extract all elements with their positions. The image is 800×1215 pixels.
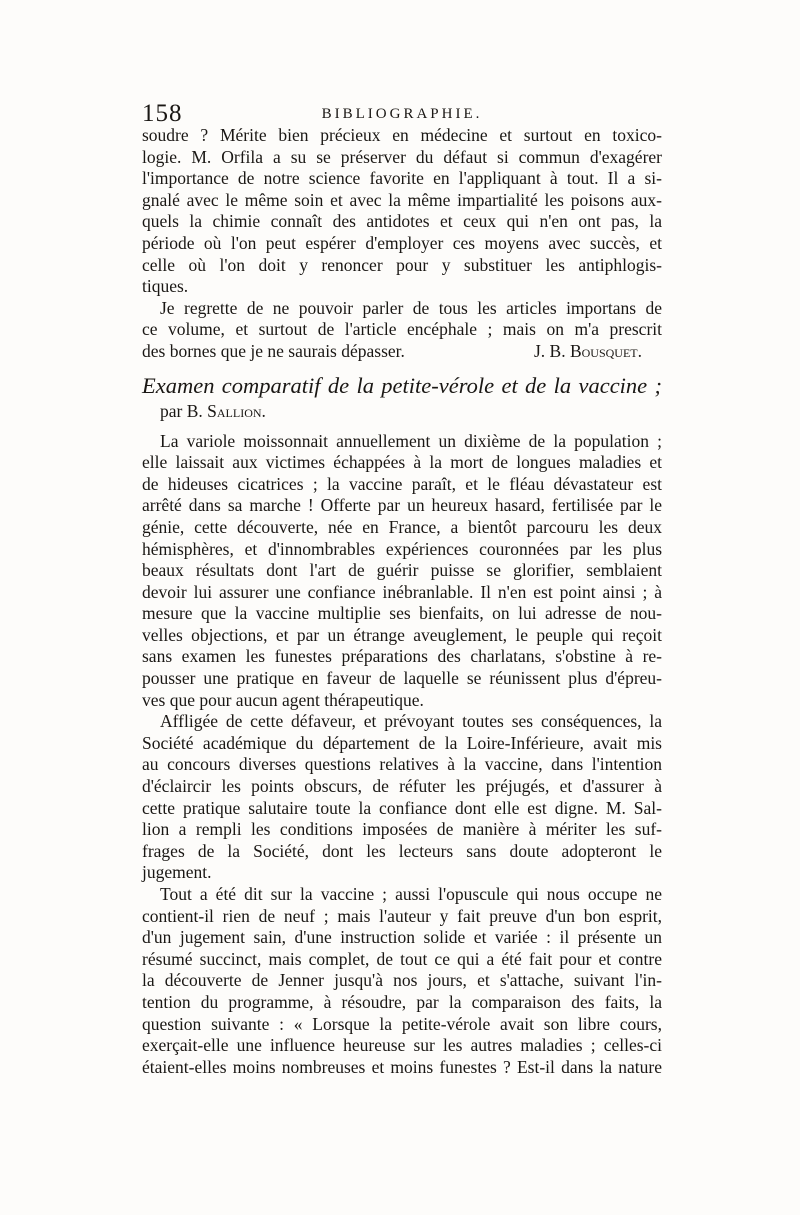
article-title: Examen comparatif de la petite-vérole et de la vaccine ; (142, 372, 662, 398)
signature-initials: J. B. (533, 340, 566, 361)
page-body (142, 125, 662, 1078)
text-line: Tout a été dit sur la vaccine ; aussi l'opuscule qui nous occupe ne (160, 884, 662, 904)
article-byline (142, 399, 662, 423)
review-orfila-conclusion (142, 125, 662, 363)
text-line: Affligée de cette défaveur, et prévoyant toutes ses conséquences, la (160, 711, 662, 732)
text-line: elle laissait aux victimes échappées à la mort de longues maladies et (142, 452, 662, 473)
paragraph-1 (142, 431, 662, 712)
text-line: d'un jugement sain, d'une instruction solide et variée : il présente un (142, 927, 662, 948)
byline-prefix: par B. (160, 400, 203, 421)
text-line: exerçait-elle une influence heureuse sur les autres maladies ; celles-ci (142, 1035, 662, 1056)
signature (534, 341, 662, 363)
text-line: mesure que la vaccine multiplie ses bienfaits, on lui adresse de nou- (142, 603, 662, 624)
text-line: de hideuses cicatrices ; la vaccine paraît, et le fléau dévastateur est (142, 473, 662, 494)
text-line: gnalé avec le même soin et avec la même impartialité les poisons aux- (142, 189, 662, 210)
text-line: logie. M. Orfila a su se préserver du défaut si commun d'exagérer (142, 146, 662, 167)
text-line: beaux résultats dont l'art de guérir puisse se glorifier, semblaient (142, 560, 662, 581)
text-line: soudre ? Mérite bien précieux en médecine et surtout en toxico- (142, 125, 662, 145)
page-number: 158 (142, 100, 183, 127)
signature-line (142, 341, 662, 363)
text-line: tiques. (142, 276, 189, 297)
text-line: ves que pour aucun agent thérapeutique. (142, 689, 424, 710)
text-line: hémisphères, et d'innombrables expériences couronnées par les plus (142, 538, 662, 559)
text-line: lion a rempli les conditions imposées de manière à mériter les suf- (142, 819, 662, 840)
text-line: question suivante : « Lorsque la petite-vérole avait son libre cours, (142, 1013, 662, 1034)
text-line: l'importance de notre science favorite en l'appliquant à tout. Il a si- (142, 168, 662, 189)
text-line: arrêté dans sa marche ! Offerte par un heureux hasard, fertilisée par le (142, 495, 662, 516)
text-line: frages de la Société, dont les lecteurs sans doute adopteront le (142, 840, 662, 861)
text-line: velles objections, et par un étrange aveuglement, le peuple qui reçoit (142, 624, 662, 645)
paragraph-2 (142, 711, 662, 884)
text-line: période où l'on peut espérer d'employer ces moyens avec succès, et (142, 232, 662, 253)
text-line: génie, cette découverte, née en France, a bientôt parcouru les deux (142, 516, 662, 537)
byline-author: Sallion. (207, 400, 266, 421)
review-sallion (142, 373, 662, 1079)
text-line: devoir lui assurer une confiance inébranlable. Il n'en est point ainsi ; à (142, 581, 662, 602)
page-header (142, 100, 662, 128)
text-line: quels la chimie connaît des antidotes et ceux qui n'en ont pas, la (142, 211, 662, 232)
paragraph-3 (142, 884, 662, 1078)
text-line: Je regrette de ne pouvoir parler de tous les articles importans de (160, 297, 662, 318)
text-line: étaient-elles moins nombreuses et moins funestes ? Est-il dans la nature (142, 1056, 662, 1077)
signature-name: Bousquet. (569, 340, 642, 361)
text-line: résumé succinct, mais complet, de tout ce qui a été fait pour et contre (142, 948, 662, 969)
text-line: La variole moissonnait annuellement un dixième de la population ; (160, 430, 662, 451)
text-line: cette pratique salutaire toute la confiance dont elle est digne. M. Sal- (142, 797, 662, 818)
final-text: des bornes que je ne saurais dépasser. (142, 340, 405, 361)
text-line: tention du programme, à résoudre, par la comparaison des faits, la (142, 991, 662, 1012)
text-line: contient-il rien de neuf ; mais l'auteur y fait preuve d'un bon esprit, (142, 905, 662, 926)
text-line: celle où l'on doit y renoncer pour y substituer les antiphlogis- (142, 254, 662, 275)
text-line: la découverte de Jenner jusqu'à nos jours, et s'attache, suivant l'in- (142, 970, 662, 991)
running-head: BIBLIOGRAPHIE. (321, 106, 483, 122)
text-line: d'éclaircir les points obscurs, de réfuter les préjugés, et d'assurer à (142, 776, 662, 797)
text-line: jugement. (142, 862, 212, 883)
text-line: au concours diverses questions relatives à la vaccine, dans l'intention (142, 754, 662, 775)
text-line: pousser une pratique en faveur de laquelle se réunissent plus d'épreu- (142, 668, 662, 689)
text-line: Société académique du département de la Loire-Inférieure, avait mis (142, 732, 662, 753)
text-line: ce volume, et surtout de l'article encéphale ; mais on m'a prescrit (142, 319, 662, 340)
text-line: sans examen les funestes préparations des charlatans, s'obstine à re- (142, 646, 662, 667)
